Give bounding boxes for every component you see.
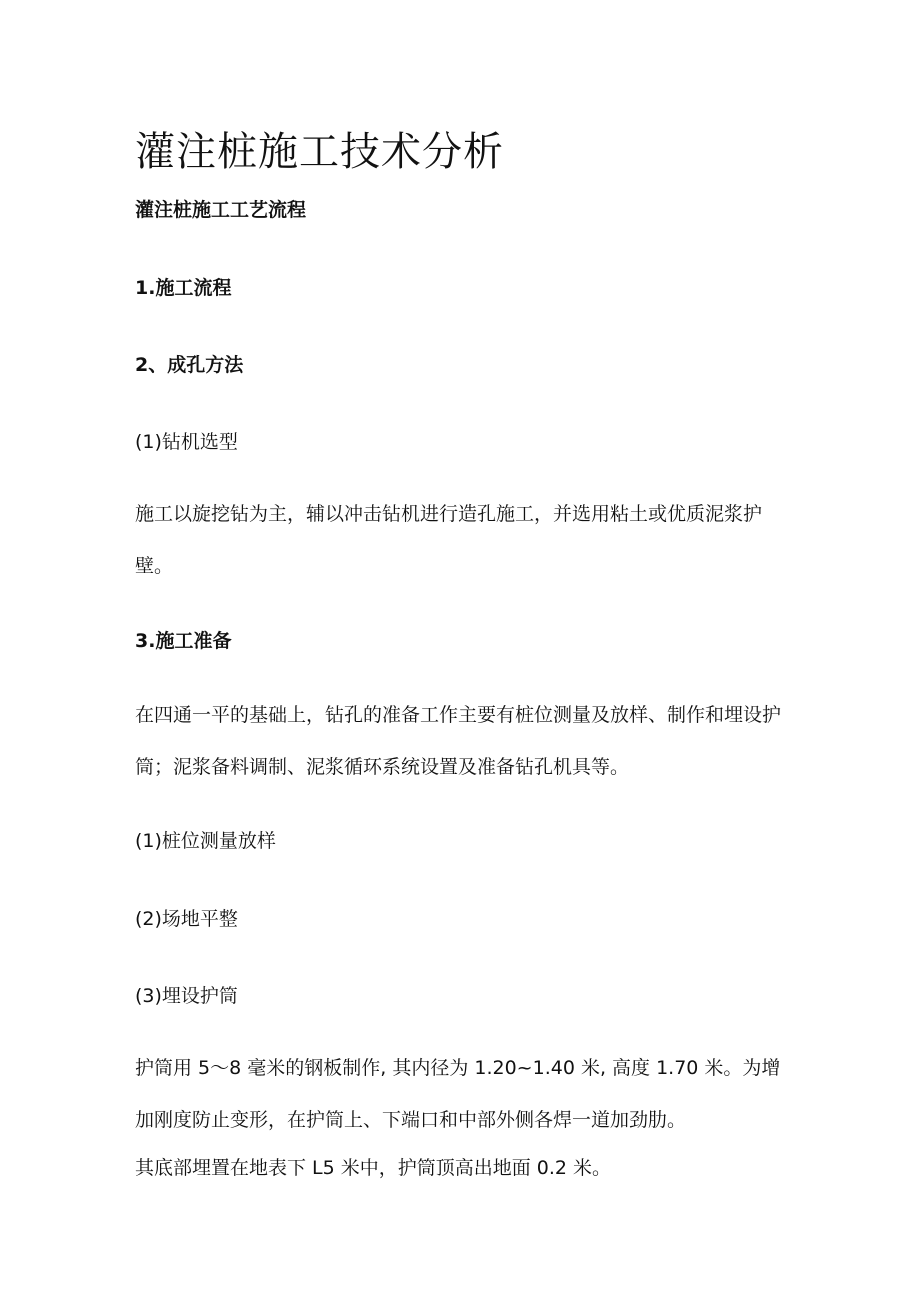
section-heading-hole-forming-method: 2、成孔方法 [135, 354, 244, 376]
section-heading-construction-process: 1.施工流程 [135, 277, 232, 299]
paragraph-casing-specification: 护筒用 5～8 毫米的钢板制作, 其内径为 1.20~1.40 米, 高度 1.70 米。为增加刚度防止变形，在护筒上、下端口和中部外侧各焊一道加劲肋。 [135, 1057, 781, 1131]
document-title: 灌注桩施工技术分析 [135, 129, 504, 175]
paragraph-casing-embedding: 其底部埋置在地表下 L5 米中，护筒顶高出地面 0.2 米。 [135, 1157, 612, 1179]
subheading-casing-installation: (3)埋设护筒 [135, 985, 238, 1007]
paragraph-preparation-work: 在四通一平的基础上，钻孔的准备工作主要有桩位测量及放样、制作和埋设护筒；泥浆备料调制、泥浆循环系统设置及准备钻孔机具等。 [135, 704, 782, 778]
subheading-drill-selection: (1)钻机选型 [135, 431, 238, 453]
document-subtitle: 灌注桩施工工艺流程 [135, 199, 307, 221]
section-heading-construction-preparation: 3.施工准备 [135, 630, 232, 652]
subheading-site-leveling: (2)场地平整 [135, 908, 238, 930]
subheading-pile-position-survey: (1)桩位测量放样 [135, 830, 276, 852]
paragraph-drilling-method: 施工以旋挖钻为主，辅以冲击钻机进行造孔施工，并选用粘土或优质泥浆护壁。 [135, 503, 763, 577]
